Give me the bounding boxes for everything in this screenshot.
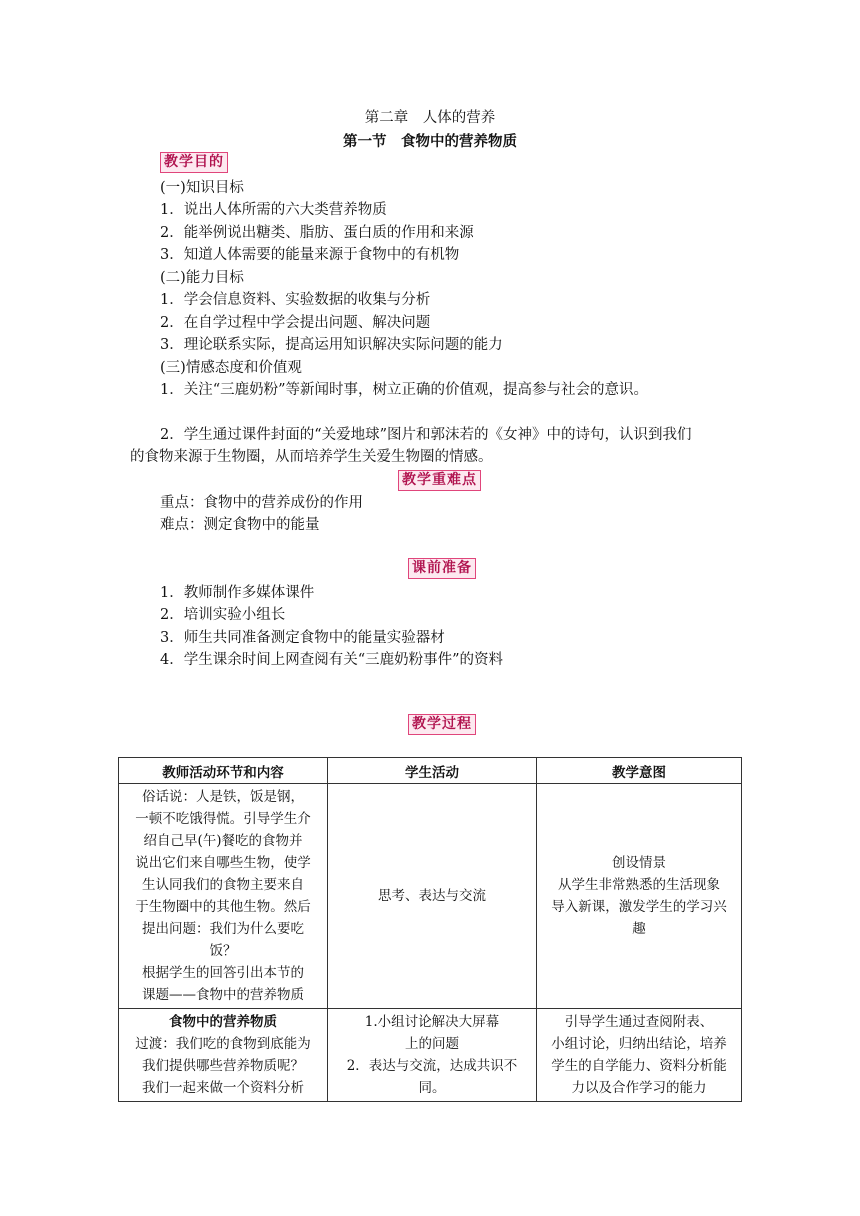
cell-line: 小组讨论，归纳出结论，培养 (551, 1036, 727, 1052)
cell-line: 2．表达与交流，达成共识不 (346, 1058, 518, 1074)
key-points-badge: 教学重难点 (398, 470, 481, 491)
emotion-item: 1．关注“三鹿奶粉”等新闻时事，树立正确的价值观，提高参与社会的意识。 (160, 382, 649, 398)
cell-line: 同。 (418, 1080, 446, 1096)
cell-line: 我们一起来做一个资料分析 (142, 1080, 304, 1096)
cell-line: 上的问题 (405, 1036, 459, 1052)
cell-line: 生认同我们的食物主要来自 (142, 877, 304, 893)
preparation-item: 3．师生共同准备测定食物中的能量实验器材 (160, 630, 445, 646)
ability-item: 1．学会信息资料、实验数据的收集与分析 (160, 292, 431, 308)
header-student: 学生活动 (328, 758, 537, 784)
cell-line: 1.小组讨论解决大屏幕 (364, 1014, 500, 1030)
cell-line: 学生的自学能力、资料分析能 (551, 1058, 727, 1074)
cell-line: 引导学生通过查阅附表、 (564, 1014, 714, 1030)
cell-title: 食物中的营养物质 (169, 1014, 277, 1030)
cell-line: 于生物圈中的其他生物。然后 (135, 899, 311, 915)
cell-line: 从学生非常熟悉的生活现象 (558, 877, 720, 893)
intent-cell (537, 1009, 742, 1102)
cell-line: 饭？ (209, 943, 237, 959)
cell-line: 一顿不吃饿得慌。引导学生介 (135, 811, 311, 827)
teacher-cell (119, 784, 328, 1009)
section-title: 第一节 食物中的营养物质 (343, 134, 517, 150)
header-teacher: 教师活动环节和内容 (119, 758, 328, 784)
emotion-item: 2．学生通过课件封面的“关爱地球”图片和郭沫若的《女神》中的诗句，认识到我们 (160, 427, 692, 443)
objectives-badge: 教学目的 (160, 152, 228, 173)
knowledge-item: 2．能举例说出糖类、脂肪、蛋白质的作用和来源 (160, 225, 474, 241)
cell-line: 提出问题：我们为什么要吃 (142, 921, 304, 937)
teaching-process-table (118, 757, 742, 1102)
process-badge: 教学过程 (408, 714, 476, 735)
header-intent: 教学意图 (537, 758, 742, 784)
chapter-title: 第二章 人体的营养 (364, 110, 496, 126)
cell-line: 过渡：我们吃的食物到底能为 (135, 1036, 311, 1052)
cell-line: 趣 (632, 921, 646, 937)
cell-line: 根据学生的回答引出本节的 (142, 965, 304, 981)
knowledge-item: 1．说出人体所需的六大类营养物质 (160, 202, 387, 218)
cell-line: 说出它们来自哪些生物，使学 (135, 855, 311, 871)
preparation-badge: 课前准备 (408, 558, 476, 579)
table-row (119, 784, 742, 1009)
cell-line: 绍自己早(午)餐吃的食物并 (143, 833, 303, 849)
table-header-row (119, 758, 742, 784)
cell-line: 课题——食物中的营养物质 (142, 987, 304, 1003)
preparation-item: 4．学生课余时间上网查阅有关“三鹿奶粉事件”的资料 (160, 652, 504, 668)
ability-item: 3．理论联系实际，提高运用知识解决实际问题的能力 (160, 337, 503, 353)
student-cell (328, 1009, 537, 1102)
cell-line: 思考、表达与交流 (378, 888, 486, 904)
preparation-item: 1．教师制作多媒体课件 (160, 585, 315, 601)
preparation-item: 2．培训实验小组长 (160, 607, 286, 623)
emotion-item-continued: 的食物来源于生物圈，从而培养学生关爱生物圈的情感。 (130, 449, 493, 465)
focus-point: 重点：食物中的营养成份的作用 (160, 495, 363, 511)
table-row (119, 1009, 742, 1102)
ability-heading: (二)能力目标 (160, 270, 244, 286)
knowledge-heading: (一)知识目标 (160, 180, 244, 196)
knowledge-item: 3．知道人体需要的能量来源于食物中的有机物 (160, 247, 460, 263)
cell-line: 俗话说：人是铁，饭是钢， (142, 789, 304, 805)
difficulty-point: 难点：测定食物中的能量 (160, 517, 320, 533)
cell-line: 我们提供哪些营养物质呢？ (142, 1058, 304, 1074)
cell-line: 力以及合作学习的能力 (571, 1080, 707, 1096)
intent-cell (537, 784, 742, 1009)
cell-line: 创设情景 (612, 855, 666, 871)
student-cell (328, 784, 537, 1009)
cell-line: 导入新课，激发学生的学习兴 (551, 899, 727, 915)
ability-item: 2．在自学过程中学会提出问题、解决问题 (160, 315, 431, 331)
teacher-cell (119, 1009, 328, 1102)
emotion-heading: (三)情感态度和价值观 (160, 360, 302, 376)
